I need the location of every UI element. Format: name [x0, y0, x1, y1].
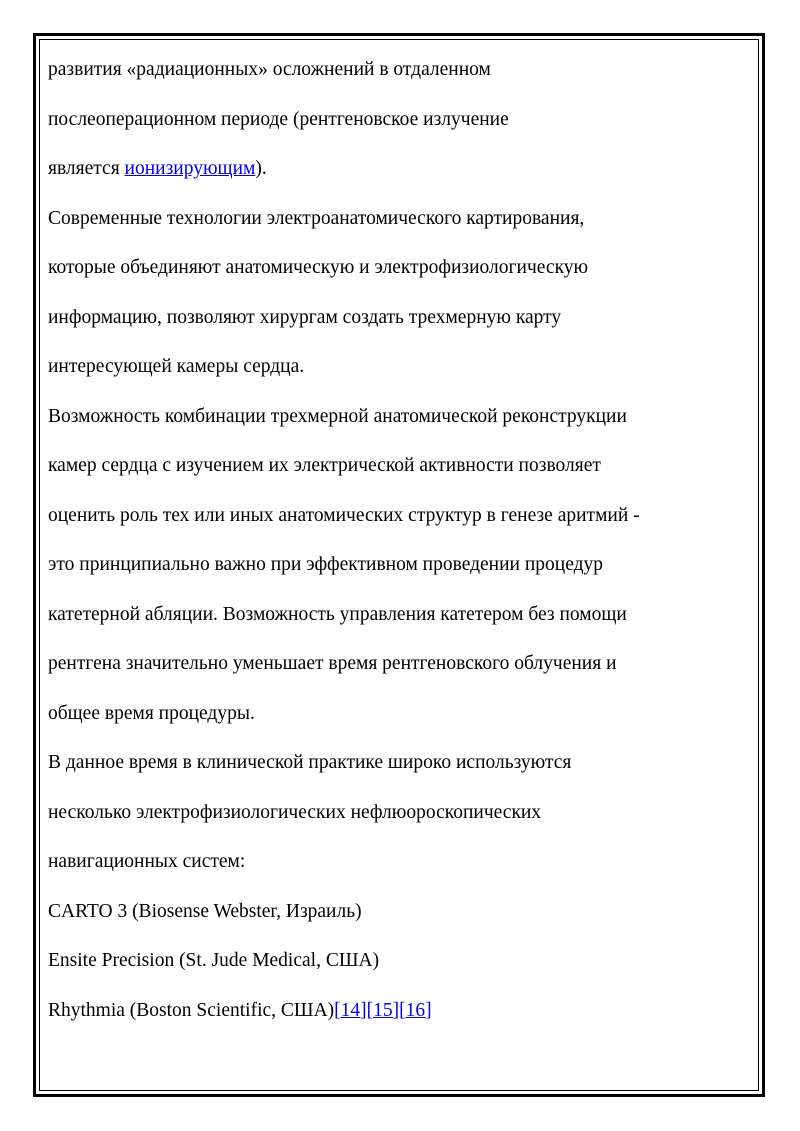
- text-line: [48, 155, 748, 205]
- text-line: оценить роль тех или иных анатомических структур в генезе аритмий -: [48, 504, 640, 526]
- text-line: интересующей камеры сердца.: [48, 356, 305, 377]
- text-line: навигационных систем:: [48, 851, 246, 872]
- text-line: это принципиально важно при эффективном проведении процедур: [48, 554, 604, 575]
- reference-link-15[interactable]: [15]: [366, 999, 400, 1021]
- text-line: общее время процедуры.: [48, 702, 255, 724]
- link-ionizing[interactable]: ионизирующим: [124, 158, 256, 179]
- text-line: развития «радиационных» осложнений в отдаленном: [48, 59, 491, 80]
- reference-link-16[interactable]: [16]: [399, 999, 432, 1021]
- system-item-ensite: Ensite Precision (St. Jude Medical, США): [48, 950, 380, 971]
- text-line: В данное время в клинической практике широко используются: [48, 752, 572, 773]
- system-item-rhythmia: [48, 997, 748, 1047]
- text-line: рентгена значительно уменьшает время рентгеновского облучения и: [48, 653, 617, 674]
- text-line: Современные технологии электроанатомического картирования,: [48, 207, 585, 229]
- text-span: Rhythmia (Boston Scientific, США): [48, 999, 335, 1021]
- text-line: послеоперационном периоде (рентгеновское излучение: [48, 108, 509, 130]
- text-span: является: [48, 158, 125, 179]
- text-line: Возможность комбинации трехмерной анатомической реконструкции: [48, 405, 627, 427]
- text-line: несколько электрофизиологических нефлюороскопических: [48, 801, 542, 823]
- document-body: [48, 56, 748, 1046]
- text-line: камер сердца с изучением их электрической активности позволяет: [48, 455, 601, 476]
- text-line: катетерной абляции. Возможность управления катетером без помощи: [48, 603, 627, 625]
- system-item-carto: CARTO 3 (Biosense Webster, Израиль): [48, 900, 362, 922]
- reference-link-14[interactable]: [14]: [334, 999, 367, 1021]
- text-span: ).: [255, 158, 267, 179]
- text-line: которые объединяют анатомическую и электрофизиологическую: [48, 257, 589, 278]
- text-line: информацию, позволяют хирургам создать трехмерную карту: [48, 306, 562, 328]
